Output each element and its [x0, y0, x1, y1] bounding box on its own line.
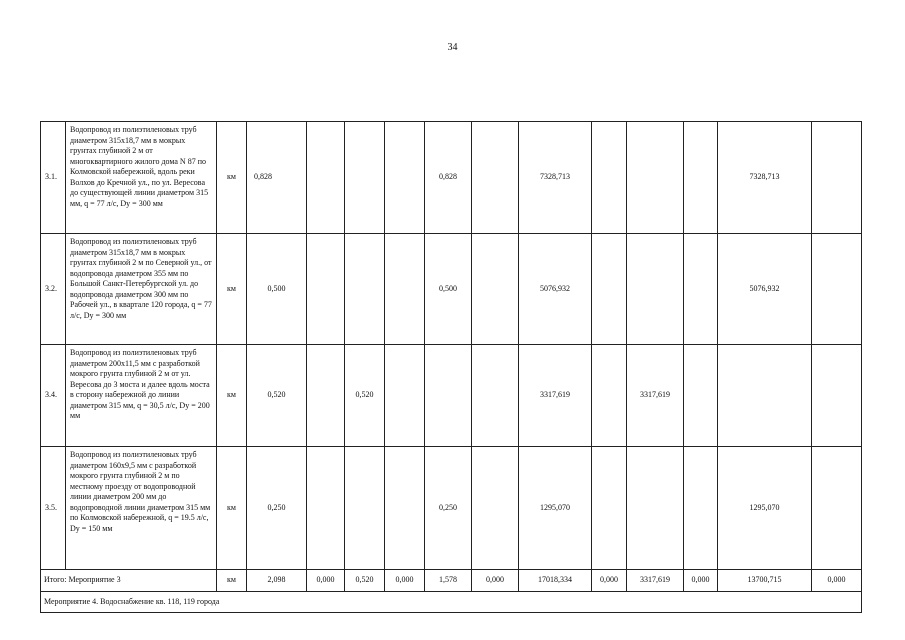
- row-number: 3.2.: [41, 234, 66, 345]
- table-cell: [385, 122, 425, 234]
- table-cell: 0,520: [247, 345, 307, 447]
- table-cell: [684, 234, 718, 345]
- row-unit: км: [217, 345, 247, 447]
- row-unit: км: [217, 447, 247, 570]
- table-cell: [592, 345, 627, 447]
- row-description: Водопровод из полиэтиленовых труб диаметром 200x11,5 мм с разработкой мокрого грунта глубиной 2 м от ул. Вересова до 3 моста и далее вдоль моста в сторону набережной до линии диаметром 315 мм, q = 30,5 л/с, Dy = 200 мм: [66, 345, 217, 447]
- table-cell: [472, 345, 519, 447]
- table-cell: [812, 234, 862, 345]
- total-row: [41, 570, 862, 592]
- table-cell: [425, 345, 472, 447]
- table-cell: [627, 122, 684, 234]
- table-row: [41, 122, 862, 234]
- total-cell: 0,000: [307, 570, 345, 592]
- table-cell: 0,828: [425, 122, 472, 234]
- total-cell: 0,000: [472, 570, 519, 592]
- table-cell: 0,828: [247, 122, 307, 234]
- row-description: Водопровод из полиэтиленовых труб диаметром 160x9,5 мм с разработкой мокрого грунта глубиной 2 м по местному проезду от водопроводной линии диаметром 200 мм до водопроводной линии диаметром 315 мм по Колмовской набережной, q = 19.5 л/с, Dy = 150 мм: [66, 447, 217, 570]
- table-cell: 3317,619: [627, 345, 684, 447]
- table-cell: [307, 234, 345, 345]
- table-cell: [345, 122, 385, 234]
- table-row: [41, 345, 862, 447]
- table-cell: [592, 122, 627, 234]
- table-cell: [812, 447, 862, 570]
- table-cell: 5076,932: [519, 234, 592, 345]
- table-cell: [592, 447, 627, 570]
- total-cell: 3317,619: [627, 570, 684, 592]
- table-cell: [307, 447, 345, 570]
- table-cell: [385, 345, 425, 447]
- row-number: 3.5.: [41, 447, 66, 570]
- section-row: [41, 592, 862, 613]
- total-cell: 0,520: [345, 570, 385, 592]
- table-cell: 1295,070: [519, 447, 592, 570]
- table-cell: [385, 447, 425, 570]
- table-cell: [345, 234, 385, 345]
- table-cell: [812, 122, 862, 234]
- table-cell: 7328,713: [519, 122, 592, 234]
- page-number: 34: [447, 42, 458, 53]
- table-cell: [307, 122, 345, 234]
- row-number: 3.4.: [41, 345, 66, 447]
- total-cell: 0,000: [812, 570, 862, 592]
- table-cell: [307, 345, 345, 447]
- table-cell: [684, 447, 718, 570]
- table-cell: [592, 234, 627, 345]
- table-cell: 0,500: [425, 234, 472, 345]
- row-number: 3.1.: [41, 122, 66, 234]
- table-cell: 7328,713: [718, 122, 812, 234]
- row-unit: км: [217, 122, 247, 234]
- table-cell: 3317,619: [519, 345, 592, 447]
- table-cell: [472, 447, 519, 570]
- table-cell: 0,250: [247, 447, 307, 570]
- row-unit: км: [217, 570, 247, 592]
- total-label: Итого: Мероприятие 3: [41, 570, 217, 592]
- total-cell: 17018,334: [519, 570, 592, 592]
- total-cell: 1,578: [425, 570, 472, 592]
- table-cell: 1295,070: [718, 447, 812, 570]
- row-unit: км: [217, 234, 247, 345]
- table-cell: [627, 234, 684, 345]
- total-cell: 13700,715: [718, 570, 812, 592]
- table-cell: [345, 447, 385, 570]
- data-table: [40, 121, 862, 613]
- table-row: [41, 447, 862, 570]
- total-cell: 0,000: [385, 570, 425, 592]
- section-heading: Мероприятие 4. Водоснабжение кв. 118, 119 города: [41, 592, 862, 613]
- total-cell: 2,098: [247, 570, 307, 592]
- table-cell: [385, 234, 425, 345]
- table-cell: 0,520: [345, 345, 385, 447]
- table-cell: [627, 447, 684, 570]
- table-row: [41, 234, 862, 345]
- table-cell: [812, 345, 862, 447]
- table-cell: [684, 122, 718, 234]
- table-cell: [718, 345, 812, 447]
- table-cell: 0,500: [247, 234, 307, 345]
- total-cell: 0,000: [684, 570, 718, 592]
- table-cell: [472, 234, 519, 345]
- table-cell: [684, 345, 718, 447]
- row-description: Водопровод из полиэтиленовых труб диаметром 315x18,7 мм в мокрых грунтах глубиной 2 м по Северной ул., от водопровода диаметром 355 мм по Большой Санкт-Петербургской ул. до водопровода диаметром 300 мм по Рабочей ул., в квартале 120 города, q = 77 л/с, Dy = 300 мм: [66, 234, 217, 345]
- row-description: Водопровод из полиэтиленовых труб диаметром 315x18,7 мм в мокрых грунтах глубиной 2 м от многоквартирного жилого дома N 87 по Колмовской набережной, вдоль реки Волхов до Кречной ул., по ул. Вересова до существующей линии диаметром 315 мм, q = 77 л/с, Dy = 300 мм: [66, 122, 217, 234]
- total-cell: 0,000: [592, 570, 627, 592]
- table-cell: [472, 122, 519, 234]
- table-cell: 5076,932: [718, 234, 812, 345]
- table-cell: 0,250: [425, 447, 472, 570]
